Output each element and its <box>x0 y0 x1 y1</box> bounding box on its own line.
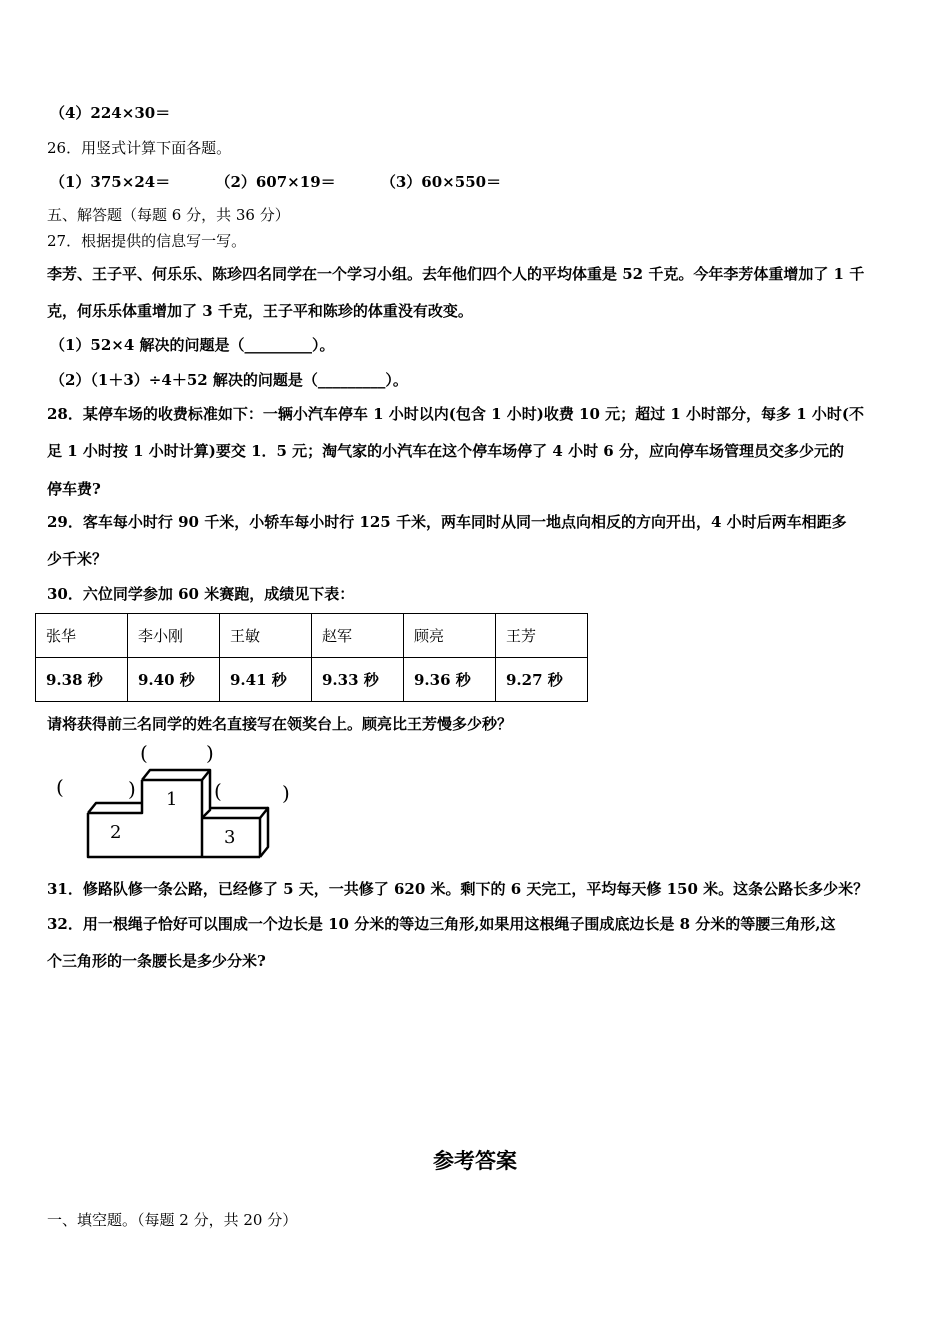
q27-item-1: （1）52×4 解决的问题是（_________）。 <box>50 336 335 354</box>
svg-text:(: ( <box>140 741 148 765</box>
results-table <box>35 613 588 702</box>
time-cell: 9.33 秒 <box>312 658 404 702</box>
q32-text-1: 32．用一根绳子恰好可以围成一个边长是 10 分米的等边三角形,如果用这根绳子围成底边长是 8 分米的等腰三角形,这 <box>47 915 836 933</box>
q29-text-2: 少千米？ <box>47 550 108 568</box>
times-row <box>36 658 588 702</box>
answers-section-1: 一、填空题。（每题 2 分，共 20 分） <box>47 1211 298 1229</box>
podium-label-1: 1 <box>166 789 178 810</box>
time-cell: 9.38 秒 <box>36 658 128 702</box>
q30-heading: 30．六位同学参加 60 米赛跑，成绩见下表： <box>47 585 355 603</box>
svg-text:): ) <box>128 777 136 801</box>
svg-text:): ) <box>206 741 214 765</box>
podium-label-3: 3 <box>224 827 236 848</box>
name-cell: 顾亮 <box>404 614 496 658</box>
podium-figure <box>50 740 310 865</box>
q26-item-1: （1）375×24＝ <box>50 173 171 191</box>
time-cell: 9.36 秒 <box>404 658 496 702</box>
name-cell: 张华 <box>36 614 128 658</box>
time-cell: 9.40 秒 <box>128 658 220 702</box>
q27-item-2: （2）（1＋3）÷4＋52 解决的问题是（_________）。 <box>50 371 408 389</box>
q31-text: 31．修路队修一条公路，已经修了 5 天，一共修了 620 米。剩下的 6 天完工，平均每天修 150 米。这条公路长多少米？ <box>47 880 869 898</box>
q29-text-1: 29．客车每小时行 90 千米，小轿车每小时行 125 千米，两车同时从同一地点向相反的方向开出，4 小时后两车相距多 <box>47 513 847 531</box>
q30-instruction: 请将获得前三名同学的姓名直接写在领奖台上。顾亮比王芳慢多少秒？ <box>47 715 513 733</box>
podium-label-2: 2 <box>110 822 122 843</box>
time-cell: 9.41 秒 <box>220 658 312 702</box>
section-5-heading: 五、解答题（每题 6 分，共 36 分） <box>47 206 290 224</box>
q26-item-2: （2）607×19＝ <box>215 173 336 191</box>
q28-text-1: 28．某停车场的收费标准如下：一辆小汽车停车 1 小时以内(包含 1 小时)收费 10 元；超过 1 小时部分，每多 1 小时(不 <box>47 405 865 423</box>
q27-heading: 27．根据提供的信息写一写。 <box>47 232 247 250</box>
answers-title: 参考答案 <box>433 1148 517 1173</box>
name-cell: 李小刚 <box>128 614 220 658</box>
q28-text-2: 足 1 小时按 1 小时计算)要交 1．5 元；淘气家的小汽车在这个停车场停了 4 小时 6 分，应向停车场管理员交多少元的 <box>47 442 844 460</box>
names-row <box>36 614 588 658</box>
svg-text:(: ( <box>56 775 64 799</box>
q26-item-3: （3）60×550＝ <box>380 173 502 191</box>
q32-text-2: 个三角形的一条腰长是多少分米? <box>47 952 266 970</box>
name-cell: 赵军 <box>312 614 404 658</box>
q28-text-3: 停车费? <box>47 480 101 498</box>
time-cell: 9.27 秒 <box>496 658 588 702</box>
name-cell: 王敏 <box>220 614 312 658</box>
q25-item-4: （4）224×30＝ <box>50 104 171 122</box>
q26-items <box>50 171 501 192</box>
q27-text-2: 克，何乐乐体重增加了 3 千克，王子平和陈珍的体重没有改变。 <box>47 302 473 320</box>
q26-heading: 26．用竖式计算下面各题。 <box>47 139 232 157</box>
svg-text:): ) <box>282 781 290 805</box>
q27-text-1: 李芳、王子平、何乐乐、陈珍四名同学在一个学习小组。去年他们四个人的平均体重是 52 千克。今年李芳体重增加了 1 千 <box>47 265 865 283</box>
name-cell: 王芳 <box>496 614 588 658</box>
svg-text:(: ( <box>214 779 222 803</box>
